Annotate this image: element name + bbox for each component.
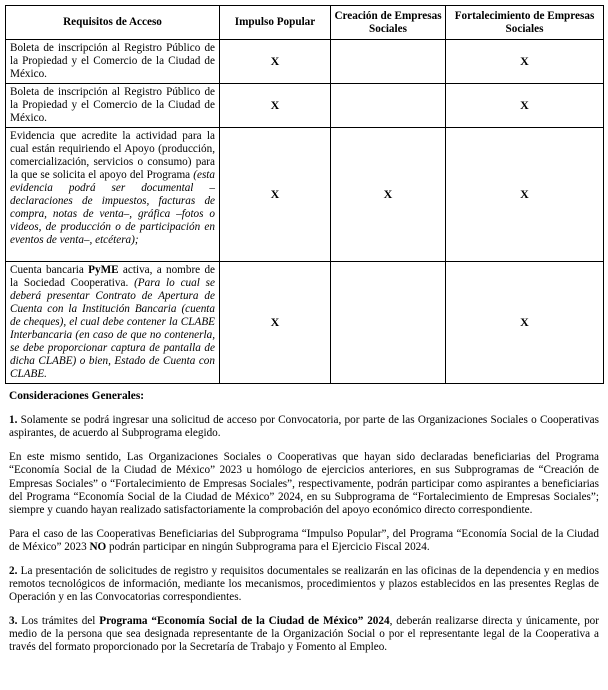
- table-row: [6, 84, 604, 128]
- mark-impulso: X: [220, 262, 331, 384]
- header-fortalecimiento: Fortalecimiento de Empresas Sociales: [446, 6, 604, 40]
- paragraph-text: Solamente se podrá ingresar una solicitud de acceso por Convocatoria, por parte de las Organizaciones Sociales o Cooperativas aspirantes, de acuerdo al Subprograma elegido.: [9, 414, 599, 440]
- paragraph-number: 3.: [9, 614, 18, 627]
- mark-impulso: X: [220, 84, 331, 128]
- paragraph-text: , deberán realizarse directa y únicamente, por medio de la persona que sea designada representante de la Organización Social o por el representante legal de la Cooperativa a través del formato proporcionado por la Secretaría de Trabajo y Fomento al Empleo.: [9, 614, 599, 654]
- paragraph-text: Para el caso de las Cooperativas Beneficiarias del Subprograma “Impulso Popular”, del Programa “Economía Social de la Ciudad de México” 2023: [9, 527, 599, 553]
- paragraph-emphasis: Programa “Economía Social de la Ciudad de México” 2024: [99, 614, 390, 627]
- paragraph-2: En este mismo sentido, Las Organizaciones Sociales o Cooperativas que hayan sido declaradas beneficiarias del Programa “Economía Social de la Ciudad de México” 2023 u homólogo de ejercicios anteriores, en sus Subprogramas de “Creación de Empresas Sociales” o “Fortalecimiento de Empresas Sociales”, respectivamente, podrán participar como aspirantes a beneficiarias del Programa “Economía Social de la Ciudad de México” 2024, en su Subprograma de “Fortalecimiento de Empresas Sociales”; siempre y cuando hayan realizado satisfactoriamente la comprobación del apoyo económico directo correspondiente.: [9, 451, 599, 516]
- header-impulso-popular: Impulso Popular: [220, 6, 331, 40]
- mark-creacion: [331, 262, 446, 384]
- mark-creacion: X: [331, 128, 446, 262]
- paragraph-1: [9, 414, 599, 440]
- paragraph-4: [9, 565, 599, 605]
- table-row: [6, 128, 604, 262]
- mark-impulso: X: [220, 128, 331, 262]
- paragraph-3: [9, 528, 599, 554]
- requirement-bold-text: PyME: [88, 264, 119, 276]
- paragraph-text: podrán participar en ningún Subprograma para el Ejercicio Fiscal 2024.: [106, 540, 430, 553]
- paragraph-text: Los trámites del: [17, 614, 100, 627]
- considerations-title: Consideraciones Generales:: [9, 390, 145, 402]
- requirement-italic-note: (esta evidencia podrá ser documental –declaraciones de impuestos, facturas de compra, notas de venta–, gráfica –fotos o videos, de producción o de participación en eventos de venta–, etcétera);: [10, 169, 215, 246]
- mark-impulso: X: [220, 40, 331, 84]
- mark-fortalecimiento: X: [446, 262, 604, 384]
- mark-creacion: [331, 84, 446, 128]
- requirement-italic-note: (Para lo cual se deberá presentar Contrato de Apertura de Cuenta con la Institución Bancaria (cuenta de cheques), el cual debe contener la CLABE Interbancaria (en caso de que no contenerla, se debe proporcionar captura de pantalla de dicha CLABE) o bien, Estado de Cuenta con CLABE.: [10, 277, 215, 380]
- requirement-plain-text: Cuenta bancaria: [10, 264, 89, 276]
- header-creacion: Creación de Empresas Sociales: [331, 6, 446, 40]
- requirement-text: Boleta de inscripción al Registro Público de la Propiedad y el Comercio de la Ciudad de México.: [6, 40, 220, 84]
- paragraph-number: 1.: [9, 414, 18, 427]
- requirement-text: [6, 128, 220, 262]
- paragraph-5: [9, 615, 599, 655]
- paragraph-emphasis: NO: [89, 540, 107, 553]
- mark-fortalecimiento: X: [446, 40, 604, 84]
- paragraph-number: 2.: [9, 564, 18, 577]
- paragraph-text: La presentación de solicitudes de registro y requisitos documentales se realizarán en las oficinas de la dependencia y en medios remotos tecnológicos de información, mediante los mecanismos, procedimientos y plazos establecidos en las presentes Reglas de Operación y en las Convocatorias correspondientes.: [9, 564, 599, 603]
- table-row: [6, 262, 604, 384]
- requirement-text: Boleta de inscripción al Registro Público de la Propiedad y el Comercio de la Ciudad de México.: [6, 84, 220, 128]
- mark-fortalecimiento: X: [446, 128, 604, 262]
- header-requisitos: Requisitos de Acceso: [6, 6, 220, 40]
- table-header-row: [6, 6, 604, 40]
- mark-fortalecimiento: X: [446, 84, 604, 128]
- mark-creacion: [331, 40, 446, 84]
- table-row: [6, 40, 604, 84]
- requirements-table: [5, 5, 604, 384]
- general-considerations: [9, 390, 599, 665]
- requirement-plain-text: Evidencia que acredite la actividad para la cual están requiriendo el Apoyo (producción, comercialización, servicios o consumo) para la que se solicita el apoyo del Programa: [10, 130, 215, 181]
- requirement-plain-text: activa, a nombre de la Sociedad Cooperativa.: [10, 264, 216, 289]
- requirement-text: [6, 262, 220, 384]
